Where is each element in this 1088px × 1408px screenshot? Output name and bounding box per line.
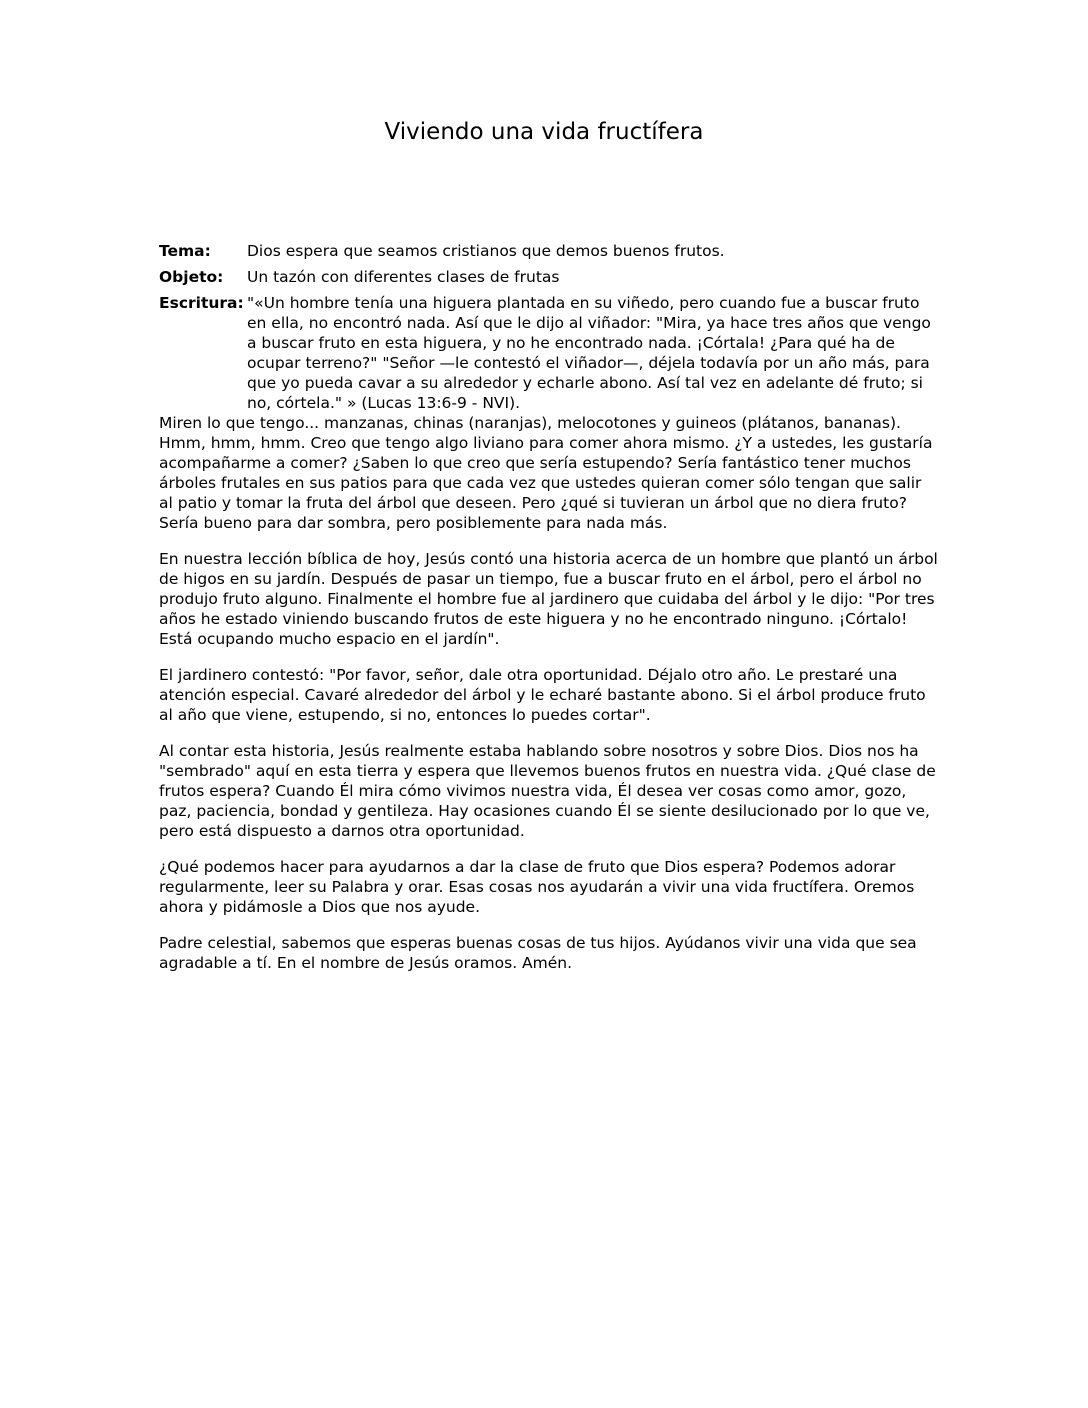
field-objeto [159,267,939,287]
paragraph: Al contar esta historia, Jesús realmente estaba hablando sobre nosotros y sobre Dios. Dios nos ha "sembrado" aquí en esta tierra y espera que llevemos buenos frutos en nuestra vida. ¿Qué clase de frutos espera? Cuando Él mira cómo vivimos nuestra vida, Él desea ver cosas como amor, gozo, paz, paciencia, bondad y gentileza. Hay ocasiones cuando Él se siente desilucionado por lo que ve, pero está dispuesto a darnos otra oportunidad. [159,742,936,840]
page-title: Viviendo una vida fructífera [384,119,704,145]
lesson-content [159,241,939,989]
field-escritura [159,293,939,413]
paragraph: En nuestra lección bíblica de hoy, Jesús contó una historia acerca de un hombre que plantó un árbol de higos en su jardín. Después de pasar un tiempo, fue a buscar fruto en el árbol, pero el árbol no produjo fruto alguno. Finalmente el hombre fue al jardinero que cuidaba del árbol y le dijo: "Por tres años he estado viniendo buscando frutos de este higuera y no he encontrado ninguno. ¡Córtalo! Está ocupando mucho espacio en el jardín". [159,550,938,648]
field-label: Objeto: [159,268,224,286]
field-tema [159,241,939,261]
field-value: "«Un hombre tenía una higuera plantada en su viñedo, pero cuando fue a buscar fruto en ella, no encontró nada. Así que le dijo al viñador: "Mira, ya hace tres años que vengo a buscar fruto en esta higuera, y no he encontrado nada. ¡Córtala! ¿Para qué ha de ocupar terreno?" "Señor —le contestó el viñador—, déjela todavía por un año más, para que yo pueda cavar a su alrededor y echarle abono. Así tal vez en adelante dé fruto; si no, córtela." » (Lucas 13:6-9 - NVI). [247,294,931,412]
field-label: Escritura: [159,294,244,312]
field-label: Tema: [159,242,211,260]
paragraph: ¿Qué podemos hacer para ayudarnos a dar la clase de fruto que Dios espera? Podemos adorar regularmente, leer su Palabra y orar. Esas cosas nos ayudarán a vivir una vida fructífera. Oremos ahora y pidámosle a Dios que nos ayude. [159,858,915,916]
paragraph: Padre celestial, sabemos que esperas buenas cosas de tus hijos. Ayúdanos vivir una vida que sea agradable a tí. En el nombre de Jesús oramos. Amén. [159,934,917,972]
field-value: Dios espera que seamos cristianos que demos buenos frutos. [247,242,725,260]
paragraph: Miren lo que tengo... manzanas, chinas (naranjas), melocotones y guineos (plátanos, bananas). Hmm, hmm, hmm. Creo que tengo algo liviano para comer ahora mismo. ¿Y a ustedes, les gustaría acompañarme a comer? ¿Saben lo que creo que sería estupendo? Sería fantástico tener muchos árboles frutales en sus patios para que cada vez que ustedes quieran comer sólo tengan que salir al patio y tomar la fruta del árbol que deseen. Pero ¿qué si tuvieran un árbol que no diera fruto? Sería bueno para dar sombra, pero posiblemente para nada más. [159,414,933,532]
paragraph: El jardinero contestó: "Por favor, señor, dale otra oportunidad. Déjalo otro año. Le prestaré una atención especial. Cavaré alrededor del árbol y le echaré bastante abono. Si el árbol produce fruto al año que viene, estupendo, si no, entonces lo puedes cortar". [159,666,926,724]
field-value: Un tazón con diferentes clases de frutas [247,268,560,286]
